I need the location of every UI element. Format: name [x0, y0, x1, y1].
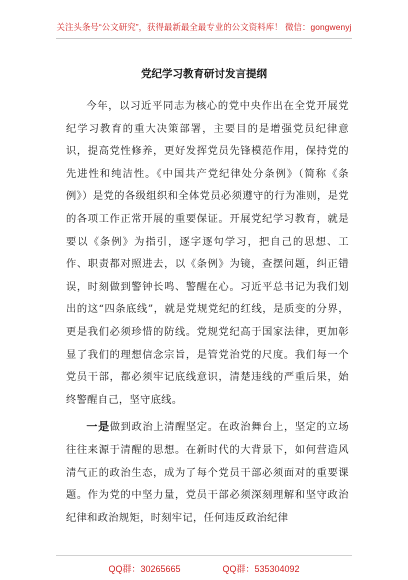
footer-contact [0, 562, 408, 575]
paragraph-lead-label: 一是 [86, 420, 110, 434]
header-divider [56, 38, 352, 39]
paragraph-point-one-text: 做到政治上清醒坚定。在政治舞台上，坚定的立场往往来源于清醒的思想。在新时代的大背景下，如何营造风清气正的政治生态，成为了每个党员干部必须面对的重要课题。作为党的中坚力量，党员干部必须深刻理解和坚守政治纪律和政治规矩，时刻牢记，任何违反政治纪律 [66, 422, 349, 524]
document-body [66, 96, 349, 530]
paragraph-intro [66, 96, 349, 412]
document-title: 党纪学习教育研讨发言提纲 [141, 68, 267, 80]
paragraph-point-one [66, 416, 349, 530]
footer-divider [56, 555, 352, 556]
paragraph-intro-text: 今年，以习近平同志为核心的党中央作出在全党开展党纪学习教育的重大决策部署，主要目的是增强党员纪律意识，提高党性修养，更好发挥党员先锋模范作用，保持党的先进性和纯洁性。《中国共产党纪律处分条例》（简称《条例》）是党的各级组织和全体党员必须遵守的行为准则，是党的各项工作正常开展的重要保证。开展党纪学习教育，就是要以《条例》为指引，逐字逐句学习，把自己的思想、工作、职责都对照进去，以《条例》为镜，查摆问题，纠正错误，时刻做到警钟长鸣、警醒在心。习近平总书记为我们划出的这“四条底线”，就是党规党纪的红线，是质变的分界，更是我们必须珍惜的防线。党规党纪高于国家法律，更加彰显了我们的理想信念宗旨，是管党治党的尺度。我们每一个党员干部，都必须牢记底线意识，清楚违线的严重后果，始终警醒自己，坚守底线。 [66, 101, 349, 406]
header-promo-note: 关注头条号“公文研究”，获得最新最全最专业的公文资料库！ 微信：gongwenyj [56, 22, 352, 32]
footer-qq-group-2: QQ群：535304092 [222, 564, 300, 574]
footer-qq-group-1: QQ群：30265665 [108, 564, 181, 574]
